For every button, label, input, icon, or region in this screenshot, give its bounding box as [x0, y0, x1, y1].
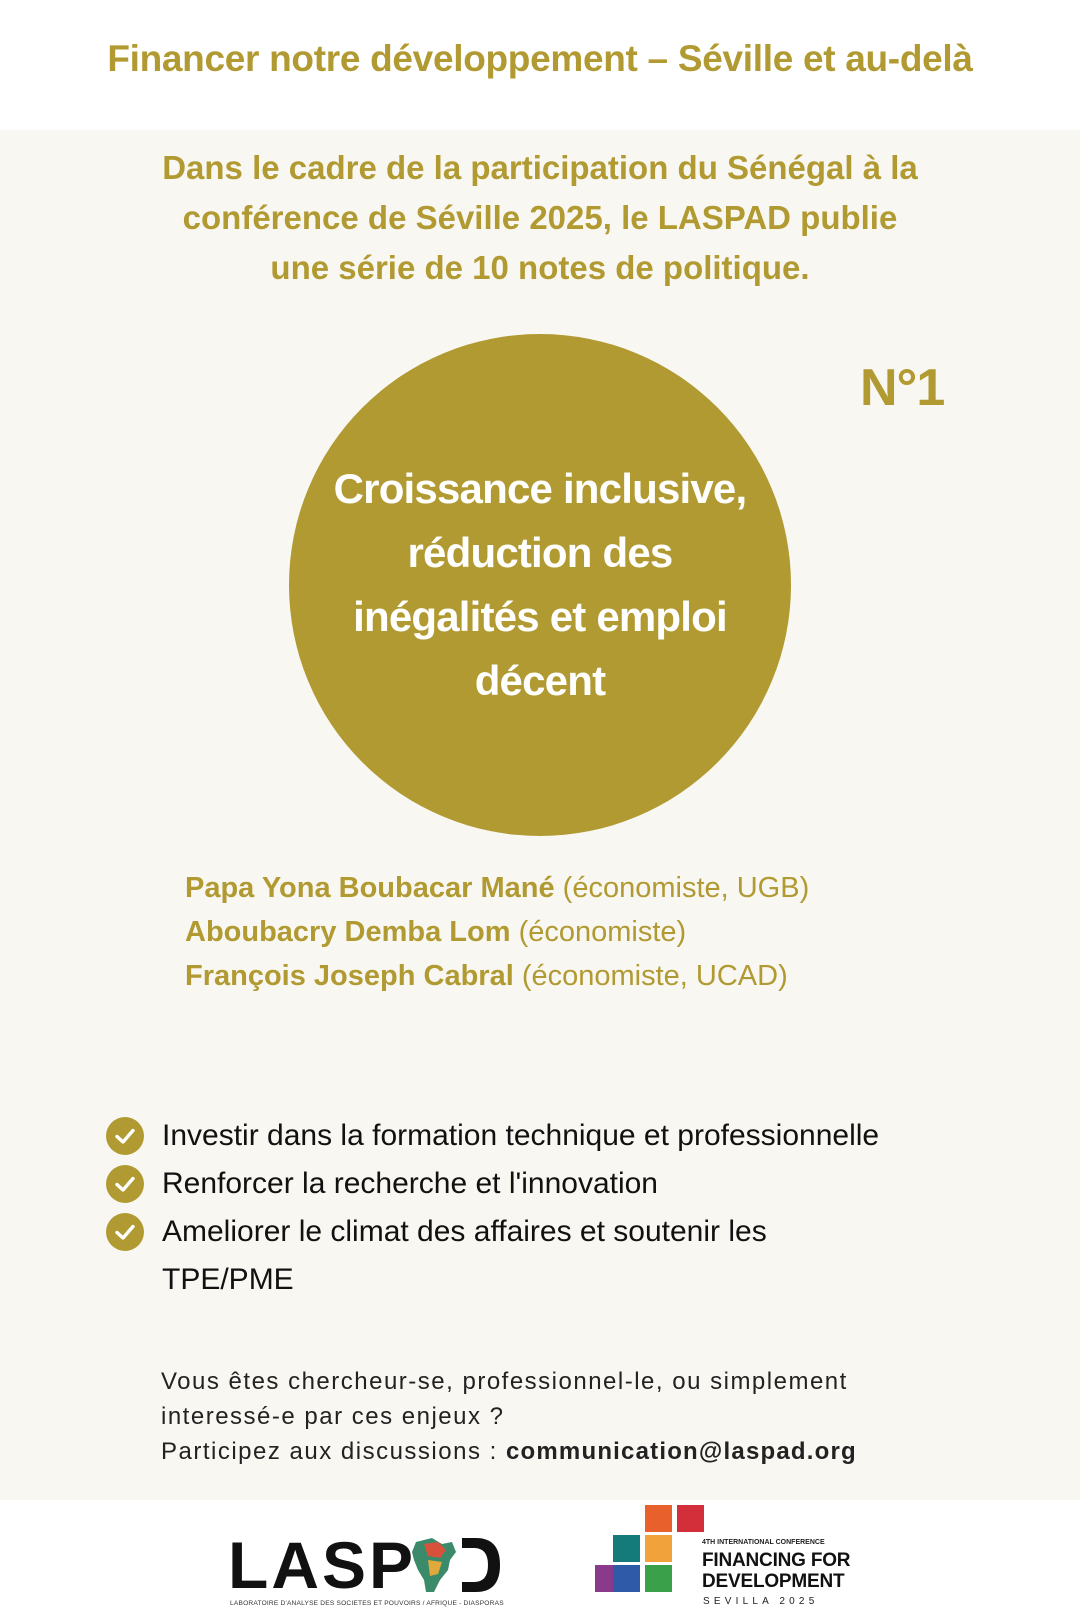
contact-line: interessé-e par ces enjeux ? — [161, 1403, 505, 1430]
contact-line: Vous êtes chercheur-se, professionnel-le, ou simplement — [161, 1368, 848, 1395]
authors-list — [185, 866, 985, 998]
author-role: (économiste, UGB) — [562, 872, 810, 904]
footer — [0, 1500, 1080, 1620]
laspad-logo — [228, 1530, 503, 1610]
note-title-line: inégalités et emploi — [353, 593, 727, 640]
author-role: (économiste, UCAD) — [521, 960, 788, 992]
intro-line: une série de 10 notes de politique. — [270, 249, 810, 286]
ffd-conference-logo — [595, 1505, 851, 1615]
intro-text — [80, 143, 1000, 293]
author-row — [185, 910, 985, 954]
note-title-line: réduction des — [407, 529, 673, 576]
recommendation-text: Renforcer la recherche et l'innovation — [162, 1167, 658, 1200]
author-row — [185, 954, 985, 998]
note-title-line: décent — [474, 657, 606, 704]
page-title: Financer notre développement – Séville et au-delà — [107, 38, 973, 79]
note-title-line: Croissance inclusive, — [333, 465, 747, 512]
ffd-title-line: DEVELOPMENT — [702, 1571, 845, 1592]
recommendation-item — [106, 1112, 1006, 1160]
intro-line: Dans le cadre de la participation du Sénégal à la — [162, 149, 918, 186]
author-name: Aboubacry Demba Lom — [185, 916, 511, 948]
recommendation-item — [106, 1208, 1006, 1304]
intro-line: conférence de Séville 2025, le LASPAD publie — [182, 199, 898, 236]
recommendation-text: Ameliorer le climat des affaires et soutenir les — [162, 1215, 767, 1248]
recommendation-text: Investir dans la formation technique et professionnelle — [162, 1119, 880, 1152]
note-number: N°1 — [860, 359, 945, 417]
author-name: François Joseph Cabral — [185, 960, 514, 992]
author-name: Papa Yona Boubacar Mané — [185, 872, 555, 904]
ffd-conference-label: 4TH INTERNATIONAL CONFERENCE — [702, 1539, 825, 1546]
africa-map-icon — [412, 1538, 456, 1592]
contact-email-link[interactable]: communication@laspad.org — [505, 1438, 857, 1465]
note-title — [300, 457, 780, 713]
check-circle-icon — [106, 1165, 144, 1203]
ffd-title-line: FINANCING FOR — [702, 1550, 851, 1571]
recommendation-text: TPE/PME — [162, 1263, 294, 1296]
contact-prefix: Participez aux discussions : — [161, 1438, 506, 1465]
check-circle-icon — [106, 1213, 144, 1251]
check-circle-icon — [106, 1117, 144, 1155]
recommendation-item — [106, 1160, 1006, 1208]
contact-block — [161, 1364, 991, 1469]
recommendations-list — [106, 1112, 1006, 1304]
ffd-location: SEVILLA 2025 — [703, 1596, 819, 1607]
author-row — [185, 866, 985, 910]
laspad-wordmark-graphic — [228, 1530, 503, 1600]
author-role: (économiste) — [518, 916, 687, 948]
topic-circle — [289, 334, 791, 836]
ffd-title — [702, 1550, 850, 1592]
laspad-subtitle: LABORATOIRE D'ANALYSE DES SOCIETES ET POUVOIRS / AFRIQUE - DIASPORAS — [230, 1600, 504, 1607]
contact-line — [161, 1434, 991, 1469]
svg-text:LASP: LASP — [228, 1530, 417, 1600]
